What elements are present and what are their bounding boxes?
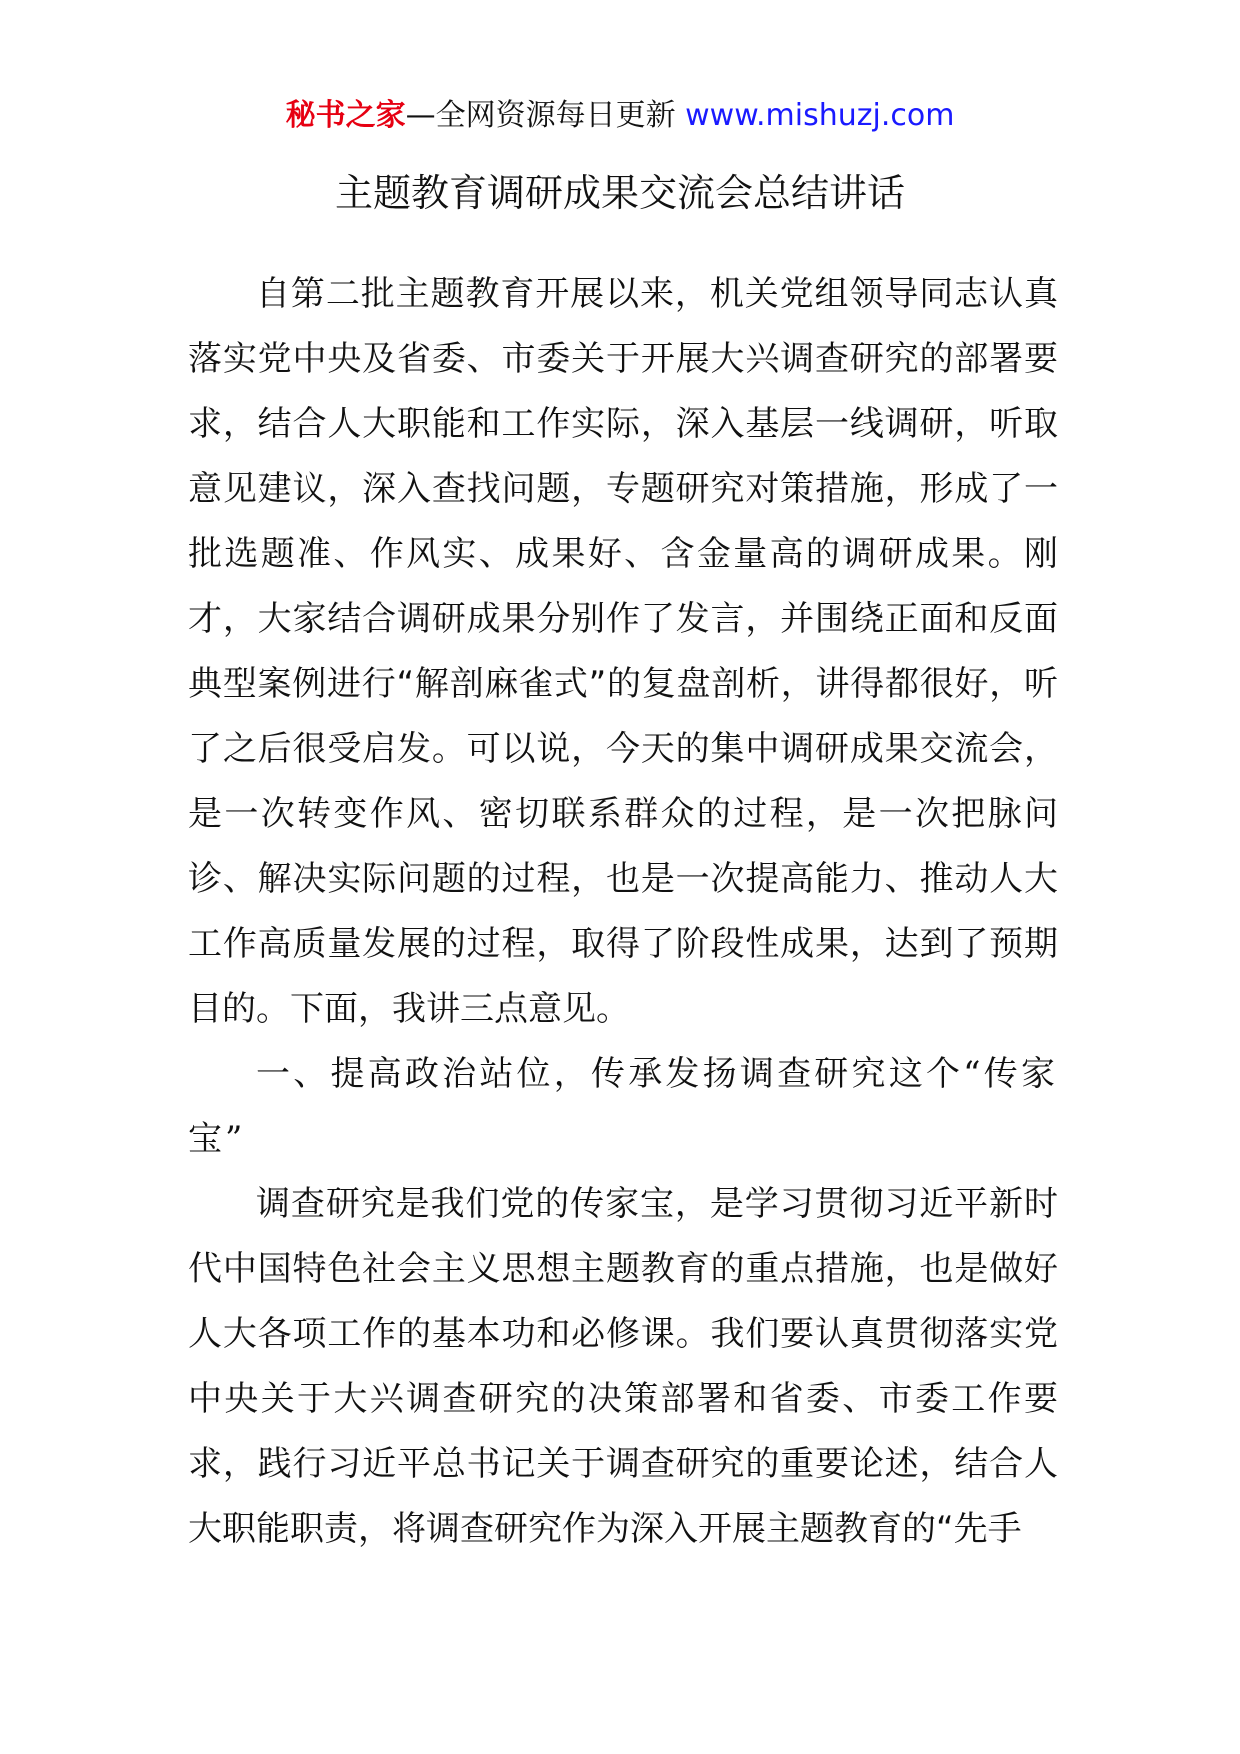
section-heading-1: 一、提高政治站位，传承发扬调查研究这个“传家宝” <box>188 1054 1058 1159</box>
brand-name: 秘书之家 <box>285 98 406 133</box>
intro-paragraph: 自第二批主题教育开展以来，机关党组领导同志认真落实党中央及省委、市委关于开展大兴调查研究的部署要求，结合人大职能和工作实际，深入基层一线调研，听取意见建议，深入查找问题，专题研究对策措施，形成了一批选题准、作风实、成果好、含金量高的调研成果。刚才，大家结合调研成果分别作了发言，并围绕正面和反面典型案例进行“解剖麻雀式”的复盘剖析，讲得都很好，听了之后很受启发。可以说，今天的集中调研成果交流会，是一次转变作风、密切联系群众的过程，是一次把脉问诊、解决实际问题的过程，也是一次提高能力、推动人大工作高质量发展的过程，取得了阶段性成果，达到了预期目的。下面，我讲三点意见。 <box>188 274 1058 1029</box>
document-title: 主题教育调研成果交流会总结讲话 <box>334 171 905 215</box>
document-body <box>188 262 1058 1562</box>
site-banner <box>0 96 1240 136</box>
section-1-paragraph: 调查研究是我们党的传家宝，是学习贯彻习近平新时代中国特色社会主义思想主题教育的重点措施，也是做好人大各项工作的基本功和必修课。我们要认真贯彻落实党中央关于大兴调查研究的决策部署和省委、市委工作要求，践行习近平总书记关于调查研究的重要论述，结合人大职能职责，将调查研究作为深入开展主题教育的“先手 <box>188 1184 1058 1549</box>
banner-tagline: —全网资源每日更新 <box>405 98 686 133</box>
site-url-link[interactable]: www.mishuzj.com <box>685 98 955 133</box>
